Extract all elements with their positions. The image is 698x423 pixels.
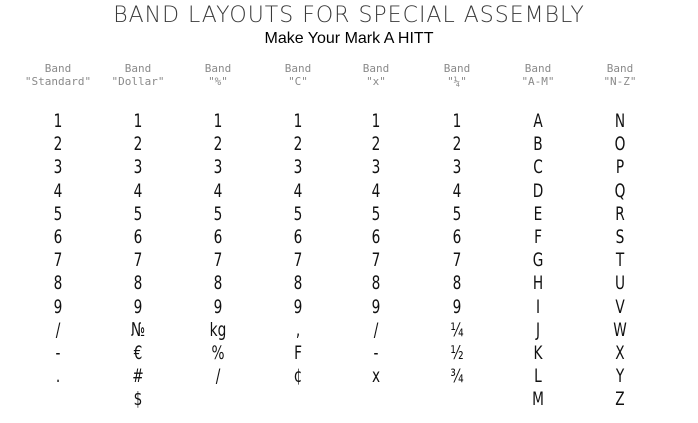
band-glyph: 3 [213, 156, 223, 179]
band-glyph: 8 [213, 272, 223, 295]
band-glyph: Z [615, 388, 625, 411]
band-glyph: S [615, 225, 625, 248]
band-glyph: K [533, 341, 543, 364]
band-column [498, 62, 578, 411]
band-header-name: "Standard" [24, 75, 92, 88]
band-glyph: - [373, 341, 379, 364]
band-glyph: 9 [53, 295, 63, 318]
band-glyph: 7 [293, 249, 303, 272]
band-glyph: 5 [213, 202, 223, 225]
band-glyph: / [373, 318, 379, 341]
band-glyph: L [534, 365, 542, 388]
band-glyph-list [498, 110, 578, 411]
band-glyph: x [371, 365, 381, 388]
band-glyph: € [133, 341, 143, 364]
band-header-label: Band [443, 62, 471, 75]
band-glyph: 9 [293, 295, 303, 318]
band-glyph: № [130, 318, 146, 341]
band-glyph-list [18, 110, 98, 388]
band-glyph: 7 [371, 249, 381, 272]
band-column [178, 62, 258, 388]
band-column-header [18, 62, 98, 92]
band-glyph: ½ [450, 341, 464, 364]
band-glyph: 1 [452, 110, 462, 132]
band-glyph: , [295, 318, 301, 341]
band-header-label: Band [204, 62, 232, 75]
band-glyph: 5 [371, 202, 381, 225]
band-glyph: 2 [293, 133, 303, 156]
band-glyph: F [534, 225, 542, 248]
band-glyph: 8 [53, 272, 63, 295]
band-glyph: 5 [133, 202, 143, 225]
band-glyph: D [532, 179, 544, 202]
band-column-header [417, 62, 497, 92]
band-glyph: Y [615, 365, 625, 388]
band-column-header [498, 62, 578, 92]
band-glyph: 4 [133, 179, 143, 202]
band-glyph: G [532, 249, 544, 272]
band-glyph: 6 [53, 225, 63, 248]
band-column-header [258, 62, 338, 92]
band-column [336, 62, 416, 388]
band-glyph-list [580, 110, 660, 411]
band-glyph: 8 [371, 272, 381, 295]
band-glyph: 7 [452, 249, 462, 272]
band-header-name: "Dollar" [111, 75, 165, 88]
band-glyph: / [55, 318, 61, 341]
band-header-label: Band [44, 62, 72, 75]
band-glyph: 2 [452, 133, 462, 156]
band-glyph: 2 [133, 133, 143, 156]
band-glyph: X [615, 341, 625, 364]
band-glyph: H [532, 272, 544, 295]
band-glyph: 1 [293, 110, 303, 132]
band-glyph: % [211, 341, 225, 364]
band-glyph: A [533, 110, 543, 132]
band-glyph: F [294, 341, 302, 364]
band-glyph: W [613, 318, 627, 341]
band-glyph: B [533, 133, 543, 156]
band-header-label: Band [362, 62, 390, 75]
band-glyph: 1 [53, 110, 63, 132]
band-glyph: 1 [213, 110, 223, 132]
band-glyph: I [535, 295, 541, 318]
band-glyph: 3 [53, 156, 63, 179]
band-glyph: 1 [371, 110, 381, 132]
band-header-label: Band [524, 62, 552, 75]
band-glyph: 2 [213, 133, 223, 156]
band-glyph: 2 [371, 133, 381, 156]
band-header-label: Band [124, 62, 152, 75]
band-glyph: 8 [133, 272, 143, 295]
band-column [580, 62, 660, 411]
band-glyph: 2 [53, 133, 63, 156]
band-header-label: Band [606, 62, 634, 75]
band-glyph: 4 [213, 179, 223, 202]
band-glyph: 3 [452, 156, 462, 179]
band-glyph: E [533, 202, 543, 225]
band-glyph: 9 [133, 295, 143, 318]
band-glyph: 4 [53, 179, 63, 202]
band-glyph: 6 [293, 225, 303, 248]
band-header-name: "x" [366, 75, 386, 88]
band-glyph-list [178, 110, 258, 388]
band-glyph: 7 [53, 249, 63, 272]
band-glyph: N [614, 110, 626, 132]
band-glyph-list [258, 110, 338, 388]
band-column-header [178, 62, 258, 92]
band-column [258, 62, 338, 388]
band-glyph: 3 [371, 156, 381, 179]
band-glyph: V [615, 295, 625, 318]
band-glyph: 9 [213, 295, 223, 318]
band-glyph: 7 [213, 249, 223, 272]
band-glyph: 6 [371, 225, 381, 248]
band-glyph: 6 [133, 225, 143, 248]
band-glyph: 9 [371, 295, 381, 318]
band-glyph: ¢ [293, 365, 303, 388]
band-glyph: U [614, 272, 626, 295]
band-glyph: 5 [53, 202, 63, 225]
band-glyph: ¼ [450, 318, 464, 341]
band-glyph-list [98, 110, 178, 411]
band-column [18, 62, 98, 388]
band-glyph: 7 [133, 249, 143, 272]
band-column [98, 62, 178, 411]
band-glyph: O [614, 133, 626, 156]
band-glyph: 4 [293, 179, 303, 202]
band-glyph: # [132, 365, 144, 388]
band-glyph: - [55, 341, 61, 364]
band-glyph: 4 [371, 179, 381, 202]
band-glyph: 6 [213, 225, 223, 248]
band-header-name: "%" [208, 75, 228, 88]
band-glyph: $ [133, 388, 143, 411]
band-glyph-list [336, 110, 416, 388]
band-glyph: 6 [452, 225, 462, 248]
band-glyph: 4 [452, 179, 462, 202]
band-column-header [580, 62, 660, 92]
band-header-label: Band [284, 62, 312, 75]
band-glyph: C [533, 156, 543, 179]
band-glyph: 9 [452, 295, 462, 318]
band-header-name: "¼" [447, 75, 467, 88]
band-glyph: M [532, 388, 544, 411]
band-glyph: . [55, 365, 61, 388]
band-glyph: J [535, 318, 541, 341]
band-glyph-list [417, 110, 497, 388]
band-glyph: 8 [293, 272, 303, 295]
band-glyph: 3 [133, 156, 143, 179]
band-glyph: Q [614, 179, 626, 202]
band-glyph: R [615, 202, 625, 225]
band-glyph: 3 [293, 156, 303, 179]
band-header-name: "C" [288, 75, 308, 88]
page-title: BAND LAYOUTS FOR SPECIAL ASSEMBLY [113, 3, 585, 28]
page-subtitle: Make Your Mark A HITT [264, 30, 434, 47]
band-glyph: kg [209, 318, 227, 341]
band-glyph: 8 [452, 272, 462, 295]
band-header-name: "A-M" [521, 75, 555, 88]
band-header-name: "N-Z" [603, 75, 637, 88]
band-column-header [98, 62, 178, 92]
band-column [417, 62, 497, 388]
band-glyph: T [615, 249, 625, 272]
band-glyph: / [215, 365, 221, 388]
band-glyph: 1 [133, 110, 143, 132]
band-glyph: 5 [452, 202, 462, 225]
band-column-header [336, 62, 416, 92]
band-glyph: ¾ [450, 365, 464, 388]
band-glyph: 5 [293, 202, 303, 225]
band-glyph: P [615, 156, 625, 179]
